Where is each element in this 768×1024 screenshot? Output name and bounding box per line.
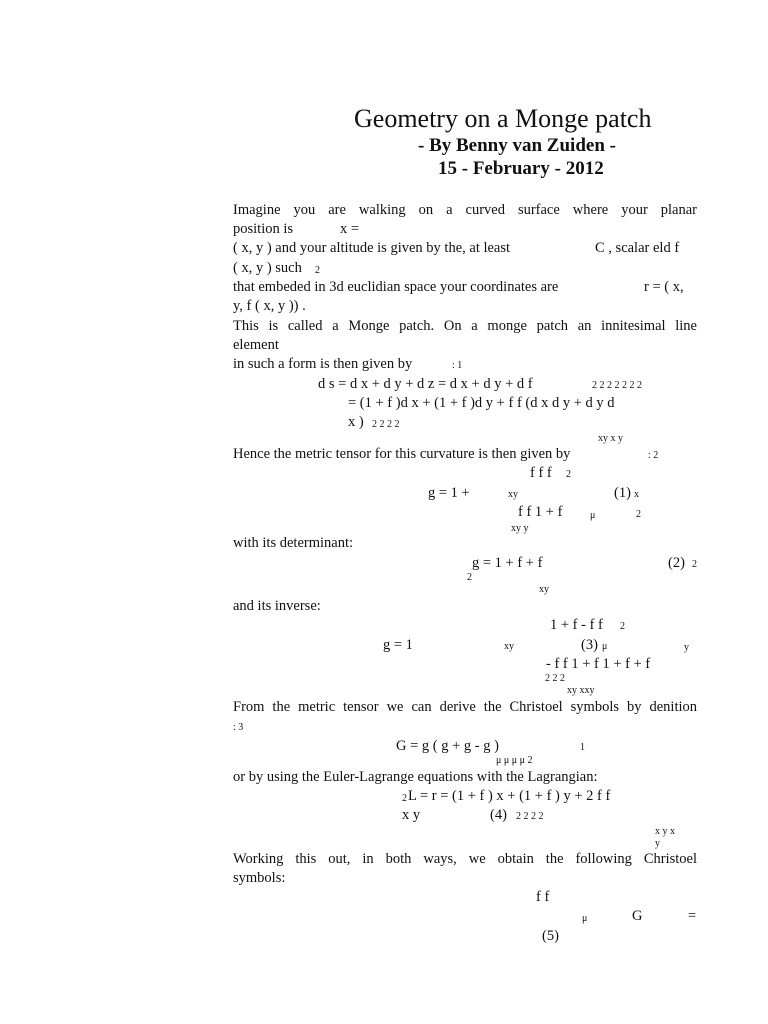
paragraph-line: Imagine you are walking on a curved surface where your planar	[233, 202, 697, 218]
subscript: x y x	[655, 826, 675, 837]
page-title: Geometry on a Monge patch	[354, 104, 652, 133]
superscript: 2	[402, 793, 407, 804]
paragraph-line: ( x, y ) and your altitude is given by the, at least	[233, 240, 511, 256]
equation-line: G	[632, 908, 643, 924]
subscript: xy y	[511, 523, 529, 534]
equation-subscripts: 2 2 2 2	[372, 419, 400, 430]
subscript: xy	[539, 584, 549, 595]
paragraph-line: in such a form is then given by	[233, 356, 413, 372]
paragraph-line: ( x, y ) such	[233, 260, 302, 276]
subscript: y	[655, 838, 660, 849]
paragraph-line: or by using the Euler-Lagrange equations with the Lagrangian:	[233, 769, 598, 785]
matrix-row: g = 1 +	[428, 485, 470, 501]
subscript: xy	[504, 641, 514, 652]
subscript: μ	[602, 641, 608, 652]
subscript: 2	[636, 509, 641, 520]
equation-line: f f	[536, 889, 550, 905]
equation-number: (5)	[542, 928, 559, 944]
superscript: 2	[315, 265, 320, 276]
math-inline: C , scalar eld f	[595, 240, 680, 256]
subscript: xy	[508, 489, 518, 500]
paragraph-line: y, f ( x, y )) .	[233, 298, 306, 314]
paragraph-line: with its determinant:	[233, 535, 354, 551]
equation-line: g = 1 + f + f	[472, 555, 543, 571]
equation-line: G = g ( g + g - g )	[396, 738, 499, 754]
paragraph-line: From the metric tensor we can derive the Christoel symbols by denition	[233, 699, 697, 715]
matrix-row: f f f	[530, 465, 552, 481]
equation-line: x y	[402, 807, 421, 823]
matrix-row: 1 + f - f f	[550, 617, 603, 633]
superscript: 2	[620, 621, 625, 632]
subscript: 2 2 2	[545, 673, 565, 684]
subscript: μ	[590, 510, 596, 521]
paragraph-line: symbols:	[233, 870, 286, 886]
footnote-ref: : 3	[233, 722, 244, 733]
equation-superscripts: 2 2 2 2 2 2 2	[592, 380, 642, 391]
equation-number: (3)	[581, 637, 598, 653]
subscript: 2	[467, 572, 472, 583]
footnote-ref: : 1	[452, 360, 463, 371]
subscript: y	[684, 642, 689, 653]
paragraph-line: Hence the metric tensor for this curvature is then given by	[233, 446, 571, 462]
author-line: - By Benny van Zuiden -	[418, 135, 616, 156]
subscript: x	[634, 489, 639, 500]
subscript: μ μ μ μ 2	[496, 755, 533, 766]
superscript: 2	[566, 469, 571, 480]
equation-number: (1)	[614, 485, 631, 501]
subscript: μ	[582, 913, 588, 924]
matrix-row: f f 1 + f	[518, 504, 563, 520]
subscript: xy xxy	[567, 685, 595, 696]
paragraph-line: position is	[233, 221, 294, 237]
math-inline: r = ( x,	[644, 279, 684, 295]
equation-line: = (1 + f )d x + (1 + f )d y + f f (d x d y + d y d	[348, 395, 615, 411]
paragraph-line: and its inverse:	[233, 598, 321, 614]
subscript: 2 2 2 2	[516, 811, 544, 822]
equation-line: g = 1	[383, 637, 413, 653]
equation-number: (4)	[490, 807, 507, 823]
paragraph-line: that embeded in 3d euclidian space your coordinates are	[233, 279, 559, 295]
matrix-row: - f f 1 + f 1 + f + f	[546, 656, 651, 672]
equation-line: =	[688, 908, 697, 924]
date-line: 15 - February - 2012	[438, 158, 604, 179]
equation-indices: xy x y	[598, 433, 623, 444]
paragraph-line: Working this out, in both ways, we obtain the following Christoel	[233, 851, 697, 867]
footnote-ref: : 2	[648, 450, 659, 461]
subscript: 2	[692, 559, 697, 570]
equation-line: x )	[348, 414, 364, 430]
subscript: 1	[580, 742, 585, 753]
math-inline: x =	[340, 221, 360, 237]
equation-number: (2)	[668, 555, 685, 571]
equation-line: d s = d x + d y + d z = d x + d y + d f	[318, 376, 533, 392]
equation-line: L = r = (1 + f ) x + (1 + f ) y + 2 f f	[408, 788, 611, 804]
paragraph-line: This is called a Monge patch. On a monge patch an innitesimal line	[233, 318, 697, 334]
paragraph-line: element	[233, 337, 279, 353]
